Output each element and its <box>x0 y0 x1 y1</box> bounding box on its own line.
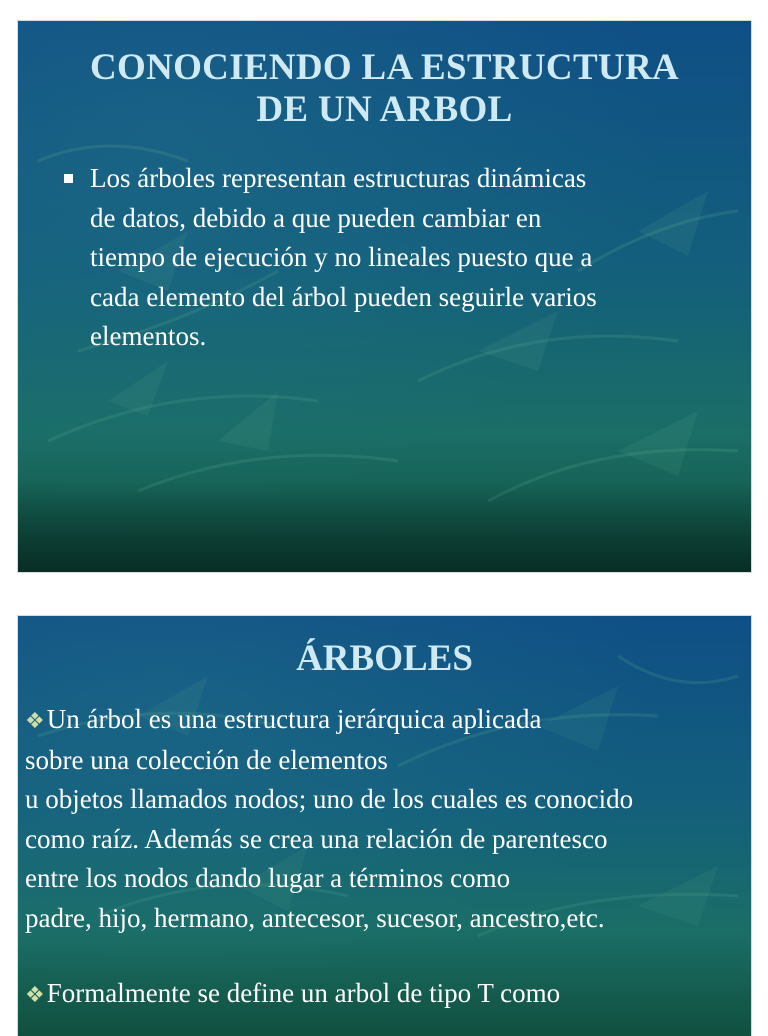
text-fragment: Un árbol es una estructura jerárquica aplicada <box>46 704 542 734</box>
text-line: sobre una colección de elementos <box>25 744 388 775</box>
slide-2-title: ÁRBOLES <box>296 638 473 679</box>
slide-1-title <box>18 47 751 131</box>
bullet-list <box>64 159 724 357</box>
title-line-1: CONOCIENDO LA ESTRUCTURA <box>89 47 679 88</box>
text-line: tiempo de ejecución y no lineales puesto que a <box>90 242 593 272</box>
slide-1 <box>18 21 751 572</box>
title-line-2: DE UN ARBOL <box>256 89 513 130</box>
diamond-bullet-icon: ❖ <box>25 708 45 733</box>
square-bullet-icon <box>64 174 73 183</box>
text-line: elementos. <box>90 321 207 351</box>
bottom-shadow <box>18 482 751 572</box>
bullet-text <box>90 159 724 357</box>
text-fragment: Formalmente se define un arbol de tipo T como <box>46 978 561 1008</box>
text-line: como raíz. Además se crea una relación de parentesco <box>25 823 608 854</box>
list-item <box>64 159 724 357</box>
text-line: padre, hijo, hermano, antecesor, sucesor, ancestro,etc. <box>25 902 605 933</box>
diamond-bullet-icon: ❖ <box>25 982 45 1007</box>
text-line: entre los nodos dando lugar a términos como <box>25 863 511 893</box>
slide-2 <box>18 616 751 1036</box>
text-line: de datos, debido a que pueden cambiar en <box>90 202 542 233</box>
text-line <box>25 974 751 1015</box>
definition-paragraph <box>25 700 751 938</box>
text-line: cada elemento del árbol pueden seguirle varios <box>90 281 597 312</box>
text-line: Los árboles representan estructuras dinámicas <box>90 163 587 193</box>
text-line: u objetos llamados nodos; uno de los cuales es conocido <box>25 784 634 814</box>
formal-definition-paragraph <box>25 974 751 1015</box>
text-line <box>25 700 751 741</box>
